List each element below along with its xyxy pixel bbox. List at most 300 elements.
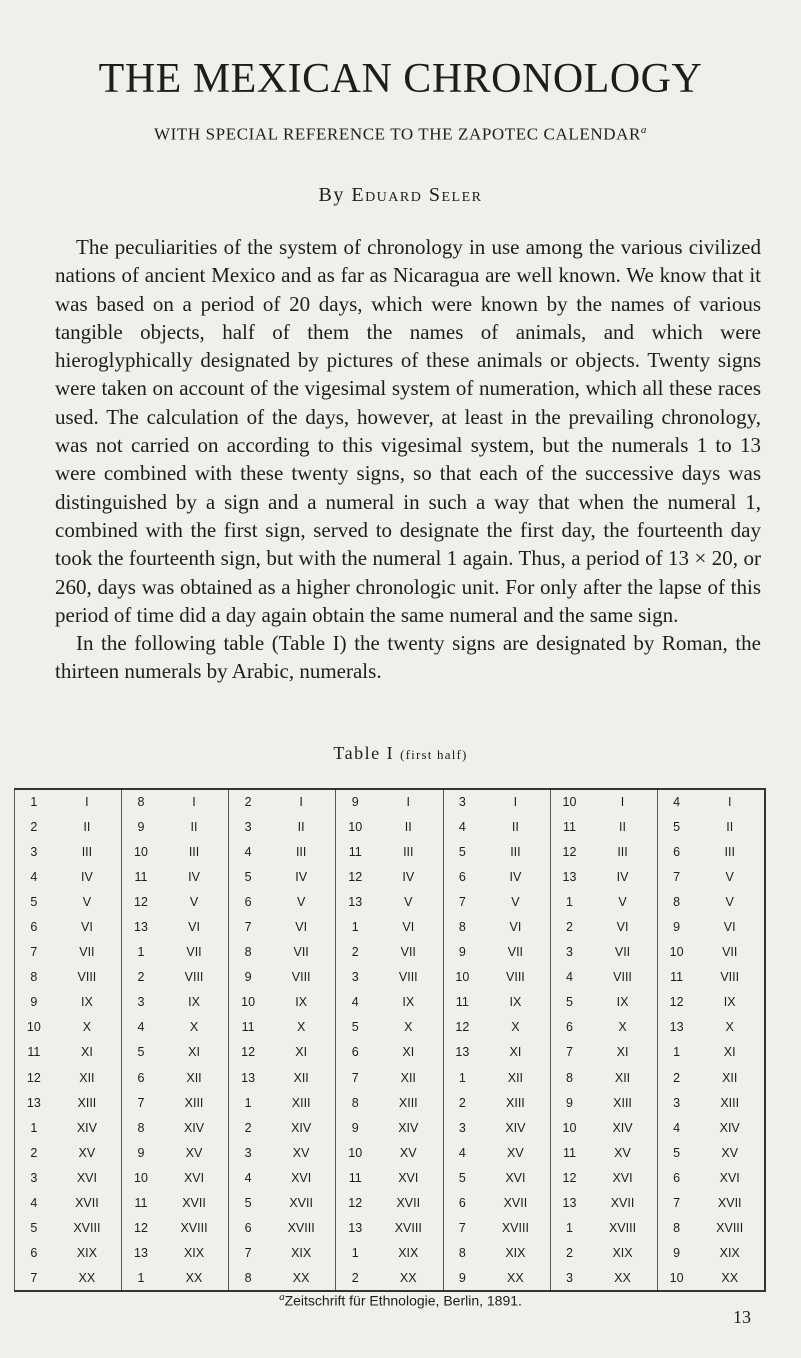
- table-cell-numeral: 6: [673, 1170, 681, 1185]
- table-cell-sign: XVII: [588, 1191, 657, 1216]
- table-cell-sign: XVIII: [53, 1216, 122, 1241]
- table-cell-numeral: 13: [669, 1020, 684, 1035]
- table-cell-numeral: 7: [244, 1246, 252, 1261]
- table-cell-sign: I: [160, 789, 229, 814]
- table-cell-sign: XVIII: [481, 1216, 550, 1241]
- table-cell-sign: XV: [695, 1140, 765, 1165]
- table-row: [15, 864, 766, 889]
- table-row: [15, 789, 766, 814]
- table-cell-sign: II: [695, 814, 765, 839]
- table-cell-sign: VII: [588, 940, 657, 965]
- table-cell-sign: II: [588, 814, 657, 839]
- table-row: [15, 1241, 766, 1266]
- table-cell-numeral: 11: [134, 869, 148, 884]
- table-cell-numeral: 6: [15, 1241, 53, 1266]
- table-cell-sign: XVIII: [267, 1216, 336, 1241]
- table-cell-numeral: 10: [134, 1170, 148, 1185]
- table-cell-sign: XIX: [588, 1241, 657, 1266]
- table-cell-sign: XIV: [588, 1115, 657, 1140]
- table-cell-numeral: 12: [134, 894, 148, 909]
- table-cell-numeral: 9: [443, 1266, 481, 1291]
- author-byline: [0, 184, 801, 207]
- table-cell-sign: IV: [374, 864, 443, 889]
- table-cell-numeral: 5: [458, 1170, 466, 1185]
- table-cell-numeral: 13: [134, 920, 148, 935]
- table-cell-sign: XIII: [588, 1090, 657, 1115]
- author-name: Eduard Seler: [351, 184, 483, 206]
- table-cell-sign: XIX: [53, 1241, 122, 1266]
- table-cell-sign: II: [481, 814, 550, 839]
- table-cell-sign: VII: [481, 940, 550, 965]
- table-cell-sign: IX: [588, 990, 657, 1015]
- table-cell-sign: VIII: [53, 965, 122, 990]
- table-row: [15, 1015, 766, 1040]
- table-cell-sign: V: [374, 889, 443, 914]
- table-cell-sign: X: [481, 1015, 550, 1040]
- table-cell-sign: III: [374, 839, 443, 864]
- table-cell-sign: VI: [53, 914, 122, 939]
- table-cell-numeral: 2: [565, 1246, 573, 1261]
- table-cell-sign: VIII: [160, 965, 229, 990]
- table-cell-numeral: 8: [458, 1246, 466, 1261]
- table-cell-sign: V: [695, 889, 765, 914]
- table-cell-numeral: 13: [241, 1070, 256, 1085]
- table-cell-sign: XII: [481, 1065, 550, 1090]
- footnote-text: Zeitschrift für Ethnologie, Berlin, 1891.: [284, 1292, 522, 1309]
- table-cell-sign: VI: [695, 914, 765, 939]
- table-row: [15, 814, 766, 839]
- table-cell-numeral: 10: [657, 1266, 695, 1291]
- table-cell-numeral: 6: [565, 1020, 573, 1035]
- table-cell-numeral: 13: [134, 1246, 148, 1261]
- table-cell-numeral: 6: [15, 914, 53, 939]
- table-cell-numeral: 2: [565, 920, 573, 935]
- table-cell-numeral: 3: [15, 839, 53, 864]
- table-cell-numeral: 2: [244, 1120, 252, 1135]
- table-cell-numeral: 12: [562, 844, 577, 859]
- table-cell-sign: IV: [588, 864, 657, 889]
- table-cell-sign: IV: [267, 864, 336, 889]
- table-cell-numeral: 13: [15, 1090, 53, 1115]
- table-cell-sign: II: [267, 814, 336, 839]
- table-cell-sign: XVII: [53, 1191, 122, 1216]
- table-cell-numeral: 6: [458, 869, 466, 884]
- table-cell-sign: XVI: [374, 1165, 443, 1190]
- table-cell-sign: XX: [481, 1266, 550, 1291]
- table-cell-numeral: 4: [15, 1191, 53, 1216]
- table-cell-sign: XIII: [267, 1090, 336, 1115]
- table-cell-numeral: 3: [137, 995, 145, 1010]
- table-row: [15, 1115, 766, 1140]
- table-cell-sign: XI: [374, 1040, 443, 1065]
- table-cell-sign: XVI: [588, 1165, 657, 1190]
- table-cell-numeral: 5: [15, 1216, 53, 1241]
- table-cell-sign: III: [481, 839, 550, 864]
- table-cell-numeral: 12: [669, 995, 684, 1010]
- table-cell-numeral: 9: [458, 945, 466, 960]
- table-cell-sign: VII: [374, 940, 443, 965]
- table-row: [15, 1065, 766, 1090]
- table-cell-sign: XIX: [374, 1241, 443, 1266]
- page-title: THE MEXICAN CHRONOLOGY: [98, 56, 703, 102]
- table-cell-sign: VIII: [588, 965, 657, 990]
- table-cell-sign: VII: [53, 940, 122, 965]
- table-cell-numeral: 2: [137, 970, 145, 985]
- table-cell-sign: III: [53, 839, 122, 864]
- table-cell-numeral: 4: [458, 819, 466, 834]
- table-cell-numeral: 4: [351, 995, 359, 1010]
- table-cell-sign: XII: [160, 1065, 229, 1090]
- table-cell-numeral: 3: [458, 1120, 466, 1135]
- table-cell-sign: X: [374, 1015, 443, 1040]
- table-cell-numeral: 6: [137, 1070, 145, 1085]
- table-cell-numeral: 8: [565, 1070, 573, 1085]
- table-cell-numeral: 5: [673, 1145, 681, 1160]
- table-cell-sign: XVIII: [695, 1216, 765, 1241]
- table-cell-numeral: 8: [229, 1266, 267, 1291]
- table-cell-numeral: 11: [241, 1020, 255, 1035]
- table-cell-numeral: 7: [244, 920, 252, 935]
- footnote-marker: a: [640, 124, 648, 136]
- table-cell-numeral: 12: [15, 1065, 53, 1090]
- table-cell-sign: VI: [588, 914, 657, 939]
- table-cell-sign: IV: [481, 864, 550, 889]
- table-cell-sign: IX: [374, 990, 443, 1015]
- subtitle-text: WITH SPECIAL REFERENCE TO THE ZAPOTEC CALENDAR: [153, 124, 641, 144]
- table-row: [15, 1216, 766, 1241]
- table-cell-sign: VIII: [374, 965, 443, 990]
- table-cell-sign: XI: [53, 1040, 122, 1065]
- table-cell-sign: XVIII: [374, 1216, 443, 1241]
- table-cell-sign: XVIII: [588, 1216, 657, 1241]
- table-cell-sign: XIII: [53, 1090, 122, 1115]
- table-cell-numeral: 5: [137, 1045, 145, 1060]
- table-cell-sign: XIV: [160, 1115, 229, 1140]
- table-cell-numeral: 11: [562, 819, 576, 834]
- table-cell-sign: XVII: [695, 1191, 765, 1216]
- table-cell-sign: X: [53, 1015, 122, 1040]
- table-cell-numeral: 10: [15, 1015, 53, 1040]
- table-cell-numeral: 4: [137, 1020, 145, 1035]
- table-cell-numeral: 1: [15, 789, 53, 814]
- table-cell-sign: II: [160, 814, 229, 839]
- table-cell-numeral: 1: [15, 1115, 53, 1140]
- table-cell-sign: III: [267, 839, 336, 864]
- table-cell-sign: XIX: [267, 1241, 336, 1266]
- table-cell-numeral: 8: [673, 894, 681, 909]
- table-cell-numeral: 2: [336, 1266, 374, 1291]
- table-cell-numeral: 11: [670, 970, 684, 985]
- table-cell-sign: V: [160, 889, 229, 914]
- table-cell-sign: XI: [588, 1040, 657, 1065]
- table-cell-sign: V: [267, 889, 336, 914]
- table-cell-numeral: 2: [15, 1140, 53, 1165]
- table-cell-numeral: 2: [458, 1095, 466, 1110]
- table-cell-sign: XV: [267, 1140, 336, 1165]
- table-caption: [0, 743, 801, 764]
- table-cell-sign: III: [588, 839, 657, 864]
- table-cell-sign: VIII: [267, 965, 336, 990]
- table-cell-sign: VII: [695, 940, 765, 965]
- table-cell-numeral: 7: [15, 940, 53, 965]
- table-cell-numeral: 4: [244, 1170, 252, 1185]
- table-cell-numeral: 1: [122, 1266, 160, 1291]
- table-cell-numeral: 6: [351, 1045, 359, 1060]
- table-cell-sign: XV: [160, 1140, 229, 1165]
- table-cell-numeral: 13: [348, 894, 363, 909]
- table-cell-sign: XIV: [695, 1115, 765, 1140]
- table-cell-numeral: 1: [244, 1095, 252, 1110]
- table-row: [15, 914, 766, 939]
- table-cell-sign: VI: [481, 914, 550, 939]
- table-cell-sign: XIX: [481, 1241, 550, 1266]
- table-cell-sign: XV: [374, 1140, 443, 1165]
- table-cell-numeral: 3: [351, 970, 359, 985]
- table-cell-numeral: 4: [673, 1120, 681, 1135]
- table-cell-sign: IX: [160, 990, 229, 1015]
- table-cell-sign: VI: [374, 914, 443, 939]
- table-cell-numeral: 10: [455, 970, 470, 985]
- table-cell-numeral: 11: [15, 1040, 53, 1065]
- table-cell-numeral: 1: [565, 1221, 573, 1236]
- table-cell-numeral: 8: [458, 920, 466, 935]
- table-cell-numeral: 9: [15, 990, 53, 1015]
- table-cell-numeral: 12: [455, 1020, 470, 1035]
- table-cell-sign: XVI: [481, 1165, 550, 1190]
- table-cell-sign: XII: [267, 1065, 336, 1090]
- table-cell-numeral: 9: [673, 920, 681, 935]
- table-cell-sign: I: [588, 789, 657, 814]
- table-cell-sign: XVI: [53, 1165, 122, 1190]
- table-cell-numeral: 1: [351, 1246, 359, 1261]
- table-cell-sign: VII: [160, 940, 229, 965]
- table-cell-numeral: 5: [244, 1196, 252, 1211]
- table-cell-sign: XI: [160, 1040, 229, 1065]
- table-cell-sign: V: [481, 889, 550, 914]
- table-cell-numeral: 1: [565, 894, 573, 909]
- table-cell-sign: XII: [588, 1065, 657, 1090]
- table-cell-sign: X: [695, 1015, 765, 1040]
- table-cell-sign: XX: [374, 1266, 443, 1291]
- table-cell-sign: XV: [53, 1140, 122, 1165]
- table-cell-numeral: 2: [15, 814, 53, 839]
- table-cell-sign: IX: [53, 990, 122, 1015]
- table-cell-numeral: 10: [348, 1145, 363, 1160]
- table-cell-numeral: 9: [351, 1120, 359, 1135]
- table-row: [15, 1040, 766, 1065]
- table-cell-numeral: 7: [565, 1045, 573, 1060]
- table-cell-sign: II: [374, 814, 443, 839]
- table-cell-sign: III: [695, 839, 765, 864]
- table-cell-numeral: 5: [565, 995, 573, 1010]
- table-cell-sign: XIV: [267, 1115, 336, 1140]
- table-cell-sign: II: [53, 814, 122, 839]
- table-cell-numeral: 1: [673, 1045, 681, 1060]
- table-cell-numeral: 2: [229, 789, 267, 814]
- table-cell-numeral: 8: [673, 1221, 681, 1236]
- table-row: [15, 839, 766, 864]
- table-cell-numeral: 8: [137, 1120, 145, 1135]
- table-cell-numeral: 3: [673, 1095, 681, 1110]
- table-cell-sign: XIII: [695, 1090, 765, 1115]
- table-cell-numeral: 5: [458, 844, 466, 859]
- table-cell-sign: I: [695, 789, 765, 814]
- table-cell-numeral: 3: [443, 789, 481, 814]
- table-cell-numeral: 4: [244, 844, 252, 859]
- table-cell-numeral: 2: [351, 945, 359, 960]
- table-cell-numeral: 12: [134, 1221, 148, 1236]
- table-cell-numeral: 5: [673, 819, 681, 834]
- table-cell-sign: XVI: [267, 1165, 336, 1190]
- table-row: [15, 1191, 766, 1216]
- table-cell-sign: XIII: [160, 1090, 229, 1115]
- table-cell-numeral: 10: [550, 789, 588, 814]
- table-cell-numeral: 9: [565, 1095, 573, 1110]
- table-cell-sign: XVII: [267, 1191, 336, 1216]
- table-cell-sign: XI: [267, 1040, 336, 1065]
- table-cell-sign: I: [374, 789, 443, 814]
- table-cell-sign: VIII: [481, 965, 550, 990]
- table-cell-numeral: 7: [458, 894, 466, 909]
- table-cell-sign: XIX: [160, 1241, 229, 1266]
- table-row: [15, 1165, 766, 1190]
- table-cell-sign: X: [160, 1015, 229, 1040]
- table-cell-numeral: 11: [348, 1170, 362, 1185]
- table-cell-sign: XX: [160, 1266, 229, 1291]
- table-cell-sign: XIV: [374, 1115, 443, 1140]
- table-cell-numeral: 12: [562, 1170, 577, 1185]
- table-cell-numeral: 7: [673, 869, 681, 884]
- table-cell-sign: XIII: [481, 1090, 550, 1115]
- table-cell-numeral: 7: [15, 1266, 53, 1291]
- table-cell-numeral: 1: [137, 945, 145, 960]
- table-cell-numeral: 1: [458, 1070, 466, 1085]
- article-subtitle: [0, 124, 801, 145]
- author-prefix: By: [318, 184, 345, 206]
- table-cell-numeral: 5: [244, 869, 252, 884]
- table-cell-numeral: 13: [562, 1196, 577, 1211]
- table-row: [15, 965, 766, 990]
- table-cell-numeral: 6: [244, 1221, 252, 1236]
- table-cell-sign: XI: [695, 1040, 765, 1065]
- table-cell-sign: VII: [267, 940, 336, 965]
- table-cell-sign: I: [267, 789, 336, 814]
- table-cell-sign: XVII: [481, 1191, 550, 1216]
- table-cell-numeral: 5: [351, 1020, 359, 1035]
- table-cell-numeral: 3: [244, 1145, 252, 1160]
- table-cell-numeral: 9: [137, 1145, 145, 1160]
- table-cell-sign: V: [588, 889, 657, 914]
- table-cell-sign: IX: [267, 990, 336, 1015]
- table-cell-sign: XVI: [160, 1165, 229, 1190]
- table-cell-numeral: 11: [348, 844, 362, 859]
- table-cell-numeral: 12: [348, 869, 363, 884]
- table-cell-numeral: 11: [455, 995, 469, 1010]
- table-cell-numeral: 7: [137, 1095, 145, 1110]
- table-cell-numeral: 7: [458, 1221, 466, 1236]
- table-cell-numeral: 6: [458, 1196, 466, 1211]
- footnote-marker: a: [279, 1291, 285, 1303]
- body-text: [55, 233, 761, 686]
- table-cell-numeral: 8: [351, 1095, 359, 1110]
- table-cell-sign: V: [695, 864, 765, 889]
- table-cell-sign: XVIII: [160, 1216, 229, 1241]
- table-cell-numeral: 10: [348, 819, 363, 834]
- table-cell-sign: XII: [374, 1065, 443, 1090]
- table-row: [15, 1140, 766, 1165]
- table-cell-numeral: 10: [241, 995, 256, 1010]
- table-cell-sign: XV: [481, 1140, 550, 1165]
- table-cell-numeral: 3: [15, 1165, 53, 1190]
- table-cell-numeral: 10: [134, 844, 148, 859]
- table-cell-numeral: 8: [15, 965, 53, 990]
- table-cell-sign: XIV: [481, 1115, 550, 1140]
- table-cell-sign: V: [53, 889, 122, 914]
- table-caption-main: Table I: [333, 743, 395, 763]
- table-cell-sign: XVI: [695, 1165, 765, 1190]
- table-cell-numeral: 9: [244, 970, 252, 985]
- table-cell-sign: XII: [53, 1065, 122, 1090]
- table-cell-sign: I: [481, 789, 550, 814]
- table-cell-sign: X: [267, 1015, 336, 1040]
- table-cell-numeral: 9: [673, 1246, 681, 1261]
- table-cell-sign: XVII: [374, 1191, 443, 1216]
- table-cell-numeral: 13: [562, 869, 577, 884]
- table-cell-numeral: 4: [657, 789, 695, 814]
- table-cell-numeral: 2: [673, 1070, 681, 1085]
- table-caption-sub: (first half): [400, 747, 468, 762]
- table-cell-sign: IV: [160, 864, 229, 889]
- table-cell-numeral: 11: [134, 1196, 148, 1211]
- table-cell-numeral: 6: [244, 894, 252, 909]
- table-cell-numeral: 4: [15, 864, 53, 889]
- table-row: [15, 990, 766, 1015]
- table-cell-numeral: 8: [244, 945, 252, 960]
- table-cell-sign: XX: [588, 1266, 657, 1291]
- table-cell-sign: IV: [53, 864, 122, 889]
- table-cell-numeral: 11: [562, 1145, 576, 1160]
- table-cell-numeral: 9: [137, 819, 145, 834]
- table-cell-sign: VIII: [695, 965, 765, 990]
- table-cell-sign: VI: [160, 914, 229, 939]
- table-cell-sign: X: [588, 1015, 657, 1040]
- page-number: 13: [733, 1307, 751, 1327]
- table-cell-sign: XX: [695, 1266, 765, 1291]
- table-cell-numeral: 3: [550, 1266, 588, 1291]
- table-cell-sign: XIII: [374, 1090, 443, 1115]
- table-row: [15, 1266, 766, 1291]
- footnote: [0, 1291, 801, 1309]
- table-row: [15, 940, 766, 965]
- table-cell-numeral: 9: [336, 789, 374, 814]
- table-cell-numeral: 13: [348, 1221, 363, 1236]
- table-cell-sign: XII: [695, 1065, 765, 1090]
- table-cell-numeral: 3: [565, 945, 573, 960]
- table-cell-sign: I: [53, 789, 122, 814]
- table-cell-numeral: 10: [669, 945, 684, 960]
- table-cell-numeral: 3: [244, 819, 252, 834]
- table-cell-numeral: 12: [348, 1196, 363, 1211]
- table-cell-numeral: 12: [241, 1045, 256, 1060]
- table-cell-sign: XVII: [160, 1191, 229, 1216]
- table-cell-sign: VI: [267, 914, 336, 939]
- table-cell-numeral: 7: [351, 1070, 359, 1085]
- table-cell-sign: IX: [481, 990, 550, 1015]
- table-row: [15, 889, 766, 914]
- table-cell-numeral: 8: [122, 789, 160, 814]
- calendar-table: [14, 788, 766, 1292]
- table-cell-numeral: 4: [565, 970, 573, 985]
